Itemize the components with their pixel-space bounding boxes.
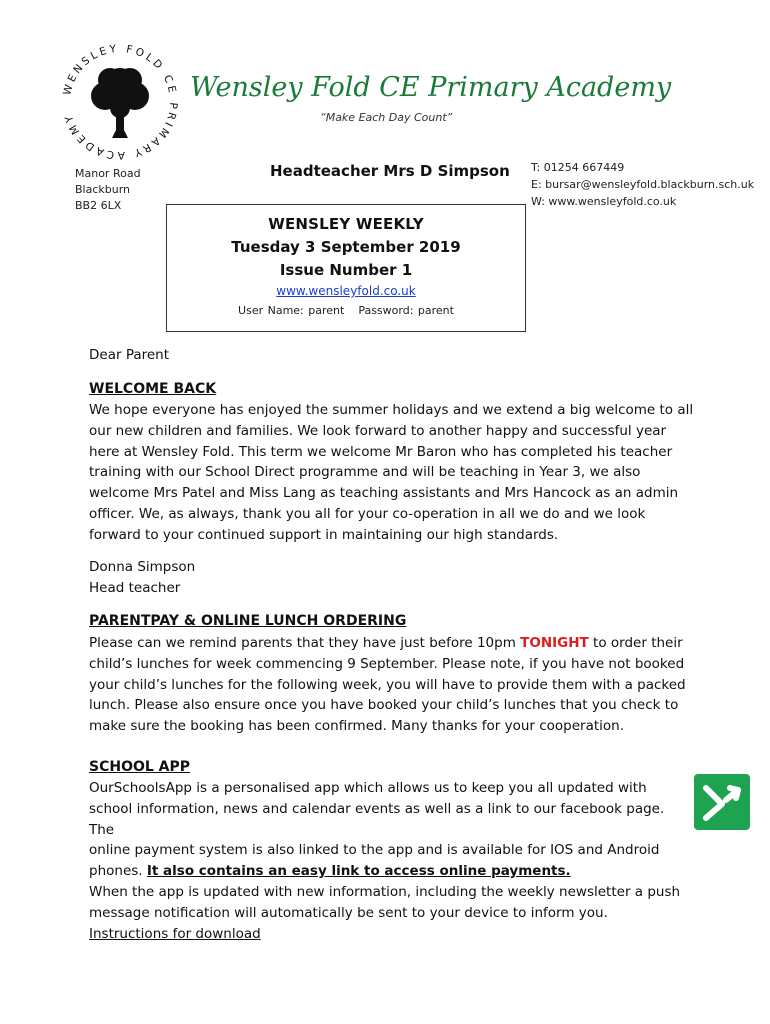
newsletter-box (166, 204, 526, 332)
text-line (89, 633, 699, 654)
text-run: to order their (588, 635, 683, 651)
address-line: BB2 6LX (75, 199, 122, 212)
username: User Name: parent (238, 304, 345, 317)
text-line: online payment system is also linked to the app and is available for IOS and Android (89, 842, 660, 859)
text-line: child’s lunches for week commencing 9 September. Please note, if you have not booked (89, 655, 685, 672)
text-line: our new children and families. We look forward to another happy and successful year (89, 422, 667, 439)
newsletter-title: WENSLEY WEEKLY (268, 215, 424, 233)
text-line: your child’s lunches for the following week, you will have to provide them with a packed (89, 676, 686, 693)
logo-ring-text: WENSLEY FOLD CE PRIMARY ACADEMY (61, 42, 180, 162)
address-line: Manor Road (75, 167, 141, 180)
address-line: Blackburn (75, 183, 131, 196)
newsletter-date: Tuesday 3 September 2019 (231, 238, 461, 256)
login-details (167, 304, 525, 317)
school-logo (60, 42, 180, 162)
text-line (89, 861, 689, 882)
school-name: Wensley Fold CE Primary Academy (190, 72, 672, 103)
text-line: officer. We, as always, thank you all for your co-operation in all we do and we look (89, 505, 646, 522)
text-line: lunch. Please also ensure once you have booked your child’s lunches that you check to (89, 697, 679, 714)
arrows-icon (694, 774, 750, 830)
text-line: here at Wensley Fold. This term we welcome Mr Baron who has completed his teacher (89, 443, 673, 460)
tree-icon (91, 68, 149, 138)
text-line: We hope everyone has enjoyed the summer holidays and we extend a big welcome to all (89, 402, 694, 418)
text-line: school information, news and calendar events as well as a link to our facebook page. The (89, 800, 665, 838)
app-heading: SCHOOL APP (89, 759, 191, 775)
contact-email[interactable]: E: bursar@wensleyfold.blackburn.sch.uk (531, 178, 755, 191)
text-line: OurSchoolsApp is a personalised app which allows us to keep you all updated with (89, 780, 647, 796)
text-run: Please can we remind parents that they have just before 10pm (89, 635, 521, 651)
newsletter-issue: Issue Number 1 (279, 261, 413, 279)
text-run: phones. (89, 863, 147, 880)
welcome-paragraph (89, 400, 699, 546)
instructions-link[interactable]: Instructions for download (89, 925, 261, 942)
parentpay-paragraph (89, 633, 699, 737)
contact-phone: T: 01254 667449 (531, 161, 625, 174)
text-line: message notification will automatically be sent to your device to inform you. (89, 904, 608, 921)
payments-emphasis: It also contains an easy link to access online payments. (146, 863, 571, 880)
password: Password: parent (358, 304, 454, 317)
parentpay-heading: PARENTPAY & ONLINE LUNCH ORDERING (89, 613, 407, 629)
signature (89, 557, 699, 599)
greeting: Dear Parent (89, 347, 170, 363)
school-motto: “Make Each Day Count” (320, 111, 453, 124)
signature-name: Donna Simpson (89, 559, 196, 575)
website-link[interactable]: www.wensleyfold.co.uk (276, 284, 416, 298)
school-address (75, 166, 141, 214)
ourschoolsapp-icon (694, 774, 750, 830)
text-line: When the app is updated with new information, including the weekly newsletter a push (89, 883, 681, 900)
signature-role: Head teacher (89, 579, 181, 596)
headteacher-name: Headteacher Mrs D Simpson (270, 162, 510, 180)
contact-web[interactable]: W: www.wensleyfold.co.uk (531, 195, 677, 208)
text-line: training with our School Direct programme and will be teaching in Year 3, we also (89, 464, 641, 481)
contact-details (531, 159, 754, 210)
text-line: welcome Mrs Patel and Miss Lang as teaching assistants and Mrs Hancock as an admin (89, 485, 679, 502)
tonight-emphasis: TONIGHT (520, 635, 589, 651)
app-paragraph (89, 778, 689, 944)
welcome-heading: WELCOME BACK (89, 381, 217, 397)
text-line: forward to your continued support in maintaining our high standards. (89, 526, 559, 543)
text-line: make sure the booking has been confirmed. Many thanks for your cooperation. (89, 718, 625, 735)
